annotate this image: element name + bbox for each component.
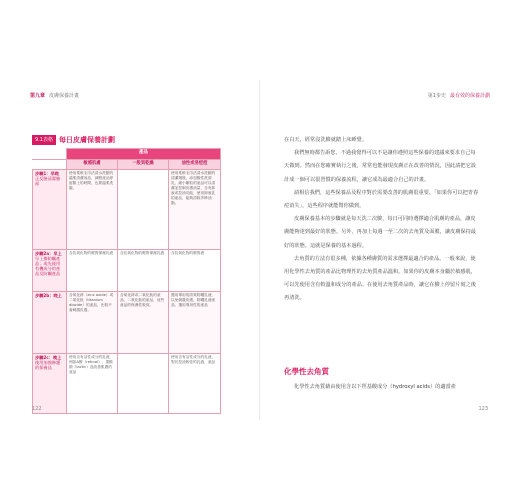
step-tag: 步驟2b：: [35, 293, 54, 298]
table-badge: 9.1表格: [32, 135, 56, 145]
step-main: 晚上: [53, 293, 62, 298]
section-label: 第1步史: [427, 93, 446, 99]
table-cell: 含氧化鋅或二氧化鈦的產品，二氧化鈦的產品，這些產品的保濕性較高。: [118, 292, 169, 354]
table-corner-2: [33, 160, 67, 170]
table-row: [33, 354, 221, 414]
table-cell: 含抗氧化物的輕質保濕乳液: [67, 250, 118, 292]
table-top-header: 產品: [67, 149, 221, 160]
step-desc: 使用加強修護的保養品: [35, 360, 61, 370]
step-main: 早上: [53, 251, 62, 256]
step-cell: [33, 354, 67, 414]
body-text: [284, 134, 480, 306]
table-title-text: 每日皮膚保養計劃: [58, 136, 115, 144]
paragraph: 請相信我們，這些保養品及程序對於需要改善的肌膚很重要。「如果你可以把青春痘消失」，這些程序就能幫你做到。: [284, 189, 479, 210]
table-cell: 含氧化鋅（zinc oxide）或二氧化鈦（titanium dioxide）的產品，比較不會刺激皮膚。: [67, 292, 118, 354]
paragraph: 皮膚保養基本的步驟就是每天洗二次臉，每日可同時選擇適合肌膚的產品，讓皮膚能夠達到最好的狀態。另外，再加上每週一至二次的去角質及面膜，讓皮膚保持最好的狀態。這就是保養的基本過程。: [284, 216, 476, 249]
table-cell: 使用含有活性成分的乳液，例如A醇（retinol）、果酸類（lactic）及改善肌膚的產品: [67, 354, 118, 414]
table-row: [33, 250, 221, 292]
chapter-label: 第九章: [30, 93, 46, 99]
step-cell: [33, 170, 67, 250]
step-desc: 正反臉清潔臉部: [35, 176, 61, 186]
table-row: [33, 170, 221, 250]
step-tag: 步驟2a：: [35, 251, 54, 256]
page-number: 122: [32, 406, 42, 412]
step-tag: 步驟2c：: [35, 355, 53, 360]
table-cell: 含抗氧化物的輕質液: [169, 250, 221, 292]
paragraph: 我們無時都告訴您，不過我覺得可以不是讓你遵照這些保養的建議來要求自己每天做到。然而在您確實執行之後，常常也能發現皮膚正在改善的情況，因此請把它設計成一個可以很習慣的保養流程，讓它成為最適合自己的計畫。: [284, 150, 476, 183]
table-cell: [118, 354, 169, 414]
step-main: 早晚: [50, 171, 59, 176]
right-page: [260, 78, 498, 424]
section-title: 最有效的保養計劃: [449, 93, 490, 99]
table-cell: 選用專用的清爽防曬乳液，以免刺激皮膚，防曬乳液產品，選用專用性的產品: [169, 292, 221, 354]
paragraph: 在白天，經常沒洗臉就踏上床睡覺。: [284, 137, 368, 143]
right-page-header: [428, 92, 490, 99]
table-cell: 使用柔軟毛巾沾清水洗臉的清潔劑後，添加酸性洗面乳，細小顆粒的產品可以清潔並控制皮膚油量，含有卸妝或控油功能，使用卸妝乳的產品，能夠清除多餘油脂。: [169, 170, 221, 250]
table-cell: 使用柔軟毛巾沾清水洗臉的溫柔清潔用品，減輕產品停留臉上的時間，也要溫柔洗臉。: [67, 170, 118, 250]
page-number: 123: [478, 406, 488, 412]
table-cell: [118, 170, 169, 250]
left-page-header: [30, 92, 79, 99]
step-desc: 早上擦防曬產品；或先使用有機成分的產品及防曬產品: [35, 256, 61, 276]
column-header: 一般到乾燥: [118, 160, 169, 170]
table-cell: 含抗氧化物的輕質保濕乳液: [118, 250, 169, 292]
table-title: [32, 134, 212, 146]
table-corner: [33, 149, 67, 160]
step-tag: 步驟1：: [35, 171, 51, 176]
step-cell: [33, 250, 67, 292]
paragraph: 去角質的方法有很多種，依據各種膚質的需求選擇最適合的產品。一般來說，使用化學性去角質的產品比物理性的去角質產品溫和。如果你的皮膚本身屬於敏感肌，可以先使用含有較溫和成分的產品。在使用去角質產品時，讓它在臉上停留片刻之後再清洗。: [284, 255, 476, 302]
column-header: 敏感肌膚: [67, 160, 118, 170]
left-page: [22, 78, 260, 424]
section-subhead: 化學性去角質: [284, 367, 329, 376]
column-header: 油性或易痘痘: [169, 160, 221, 170]
subhead-paragraph: 化學性去角質藉由使用含以下羥基酸成分（hydroxyl acids）的適當產: [294, 384, 456, 390]
chapter-title: 皮膚保養計畫: [49, 93, 80, 99]
skin-care-table: [32, 148, 221, 414]
step-main: 晚上: [52, 355, 62, 360]
step-cell: [33, 292, 67, 354]
table-cell: 使用含有活性成分的乳液，對於控油較佳的乳液，產品: [169, 354, 221, 414]
table-row: [33, 292, 221, 354]
